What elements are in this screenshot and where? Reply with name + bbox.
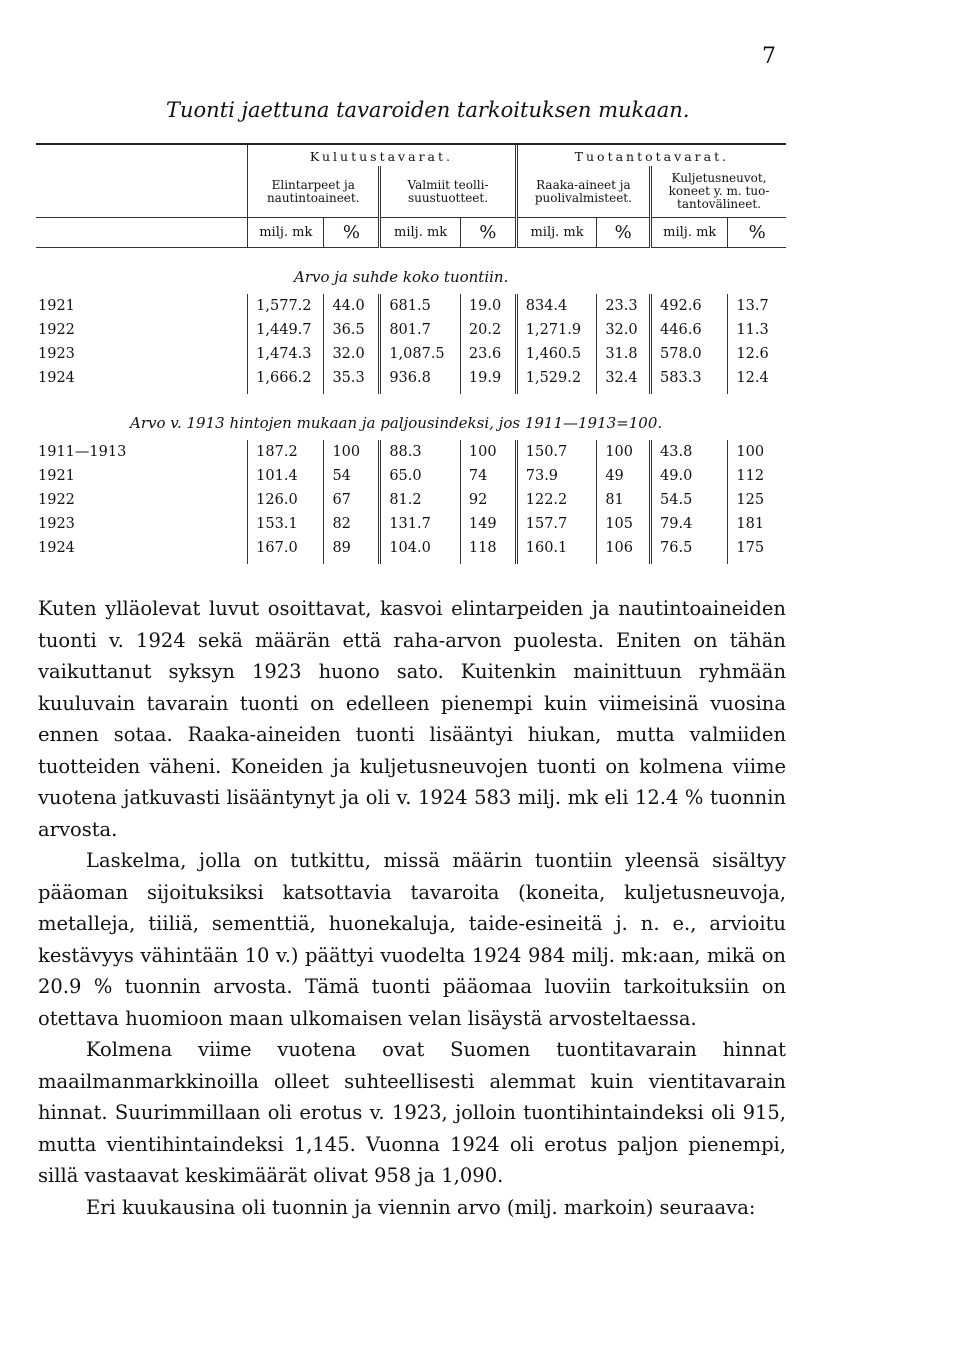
value-cell: 43.8 [651,440,728,464]
percent-cell: 11.3 [728,318,786,342]
value-cell: 1,666.2 [248,366,324,394]
section-title-value-share: Arvo ja suhde koko tuontiin. [294,268,509,286]
unit-percent: % [324,218,380,248]
percent-cell: 49 [597,464,651,488]
percent-cell: 100 [728,440,786,464]
percent-cell: 13.7 [728,294,786,318]
paragraph: Eri kuukausina oli tuonnin ja viennin arvo (milj. markoin) seuraava: [86,1195,756,1219]
category-manufactured-goods: Valmiit teolli-suustuotteet. [380,166,516,218]
percent-cell: 149 [460,512,516,536]
row-label: 1924 [38,370,75,386]
unit-value: milj. mk [248,218,324,248]
value-cell: 1,577.2 [248,294,324,318]
percent-cell: 100 [460,440,516,464]
percent-cell: 74 [460,464,516,488]
percent-cell: 89 [324,536,380,564]
value-cell: 681.5 [380,294,461,318]
unit-percent: % [728,218,786,248]
unit-value: milj. mk [651,218,728,248]
value-cell: 49.0 [651,464,728,488]
paragraph: Laskelma, jolla on tutkittu, missä määrin tuontiin yleensä sisältyy pääoman sijoituksiksi katsottavia tavaroita (koneita, kuljetusneuvoja, metalleja, tiiliä, sementtiä, huonekaluja, taide-esineitä j. n. e., arvioitu kestävyys vähintään 10 v.) päättyi vuodelta 1924 984 milj. mk:aan, mikä on 20.9 % tuonnin arvosta. Tämä tuonti pääomaa luoviin tarkoituksiin on otettava huomioon maan ulkomaisen velan lisäystä arvosteltaessa. [38,849,786,1030]
percent-cell: 12.6 [728,342,786,366]
table-row [36,366,786,394]
page-number: 7 [762,44,776,69]
percent-cell: 23.3 [597,294,651,318]
percent-cell: 35.3 [324,366,380,394]
table-row [36,536,786,564]
percent-cell: 36.5 [324,318,380,342]
value-cell: 81.2 [380,488,461,512]
percent-cell: 100 [324,440,380,464]
value-cell: 79.4 [651,512,728,536]
percent-cell: 32.4 [597,366,651,394]
percent-cell: 20.2 [460,318,516,342]
percent-cell: 31.8 [597,342,651,366]
value-cell: 578.0 [651,342,728,366]
percent-cell: 19.0 [460,294,516,318]
value-cell: 801.7 [380,318,461,342]
group-header-consumer-goods: Kulutustavarat. [248,145,517,166]
value-cell: 157.7 [516,512,597,536]
value-cell: 446.6 [651,318,728,342]
percent-cell: 112 [728,464,786,488]
value-cell: 1,449.7 [248,318,324,342]
percent-cell: 118 [460,536,516,564]
row-label: 1921 [38,298,75,314]
unit-value: milj. mk [380,218,461,248]
percent-cell: 105 [597,512,651,536]
value-cell: 160.1 [516,536,597,564]
row-label: 1923 [38,516,75,532]
value-cell: 834.4 [516,294,597,318]
percent-cell: 19.9 [460,366,516,394]
percent-cell: 82 [324,512,380,536]
row-label: 1911—1913 [38,444,127,460]
value-cell: 104.0 [380,536,461,564]
value-cell: 492.6 [651,294,728,318]
unit-percent: % [460,218,516,248]
value-cell: 1,087.5 [380,342,461,366]
row-label: 1923 [38,346,75,362]
value-cell: 101.4 [248,464,324,488]
value-cell: 65.0 [380,464,461,488]
row-label: 1924 [38,540,75,556]
percent-cell: 54 [324,464,380,488]
table-row [36,464,786,488]
category-raw-materials: Raaka-aineet ja puolivalmisteet. [516,166,650,218]
value-cell: 122.2 [516,488,597,512]
category-foodstuffs: Elintarpeet ja nautintoaineet. [248,166,380,218]
value-cell: 583.3 [651,366,728,394]
percent-cell: 125 [728,488,786,512]
unit-percent: % [597,218,651,248]
value-cell: 167.0 [248,536,324,564]
percent-cell: 23.6 [460,342,516,366]
value-cell: 150.7 [516,440,597,464]
body-text [38,593,786,1223]
percent-cell: 12.4 [728,366,786,394]
table-row [36,318,786,342]
value-cell: 54.5 [651,488,728,512]
percent-cell: 100 [597,440,651,464]
table-row [36,294,786,318]
percent-cell: 181 [728,512,786,536]
percent-cell: 81 [597,488,651,512]
value-cell: 1,271.9 [516,318,597,342]
percent-cell: 32.0 [324,342,380,366]
table-row [36,512,786,536]
value-cell: 73.9 [516,464,597,488]
value-cell: 1,529.2 [516,366,597,394]
group-header-production-goods: Tuotantotavarat. [516,145,786,166]
value-cell: 1,474.3 [248,342,324,366]
value-cell: 153.1 [248,512,324,536]
table-title: Tuonti jaettuna tavaroiden tarkoituksen mukaan. [166,98,690,122]
unit-value: milj. mk [516,218,597,248]
table-row [36,440,786,464]
paragraph: Kolmena viime vuotena ovat Suomen tuontitavarain hinnat maailmanmarkkinoilla olleet suhteellisesti alemmat kuin vientitavarain hinnat. Suurimmillaan oli erotus v. 1923, jolloin tuontihintaindeksi oli 915, mutta vientihintaindeksi 1,145. Vuonna 1924 oli erotus paljon pienempi, sillä vastaavat keskimäärät olivat 958 ja 1,090. [38,1038,786,1187]
percent-cell: 44.0 [324,294,380,318]
percent-cell: 32.0 [597,318,651,342]
value-cell: 126.0 [248,488,324,512]
row-label: 1921 [38,468,75,484]
section-title-volume-index: Arvo v. 1913 hintojen mukaan ja paljousindeksi, jos 1911—1913=100. [130,414,663,432]
percent-cell: 92 [460,488,516,512]
value-cell: 76.5 [651,536,728,564]
value-cell: 936.8 [380,366,461,394]
import-statistics-table [36,143,786,564]
percent-cell: 67 [324,488,380,512]
table-row [36,342,786,366]
value-cell: 88.3 [380,440,461,464]
row-label: 1922 [38,492,75,508]
percent-cell: 175 [728,536,786,564]
paragraph: Kuten ylläolevat luvut osoittavat, kasvoi elintarpeiden ja nautintoaineiden tuonti v. 1924 sekä määrän että raha-arvon puolesta. Eniten on tähän vaikuttanut syksyn 1923 huono sato. Kuitenkin mainittuun ryhmään kuuluvain tavarain tuonti on edelleen pienempi kuin viimeisinä vuosina ennen sotaa. Raaka-aineiden tuonti lisääntyi hiukan, mutta valmiiden tuotteiden väheni. Koneiden ja kuljetusneuvojen tuonti on kolmena viime vuotena jatkuvasti lisääntynyt ja oli v. 1924 583 milj. mk eli 12.4 % tuonnin arvosta. [38,597,786,841]
value-cell: 1,460.5 [516,342,597,366]
row-label: 1922 [38,322,75,338]
value-cell: 187.2 [248,440,324,464]
category-machinery: Kuljetusneuvot, koneet y. m. tuo-tantovälineet. [651,166,786,218]
percent-cell: 106 [597,536,651,564]
value-cell: 131.7 [380,512,461,536]
table-row [36,488,786,512]
